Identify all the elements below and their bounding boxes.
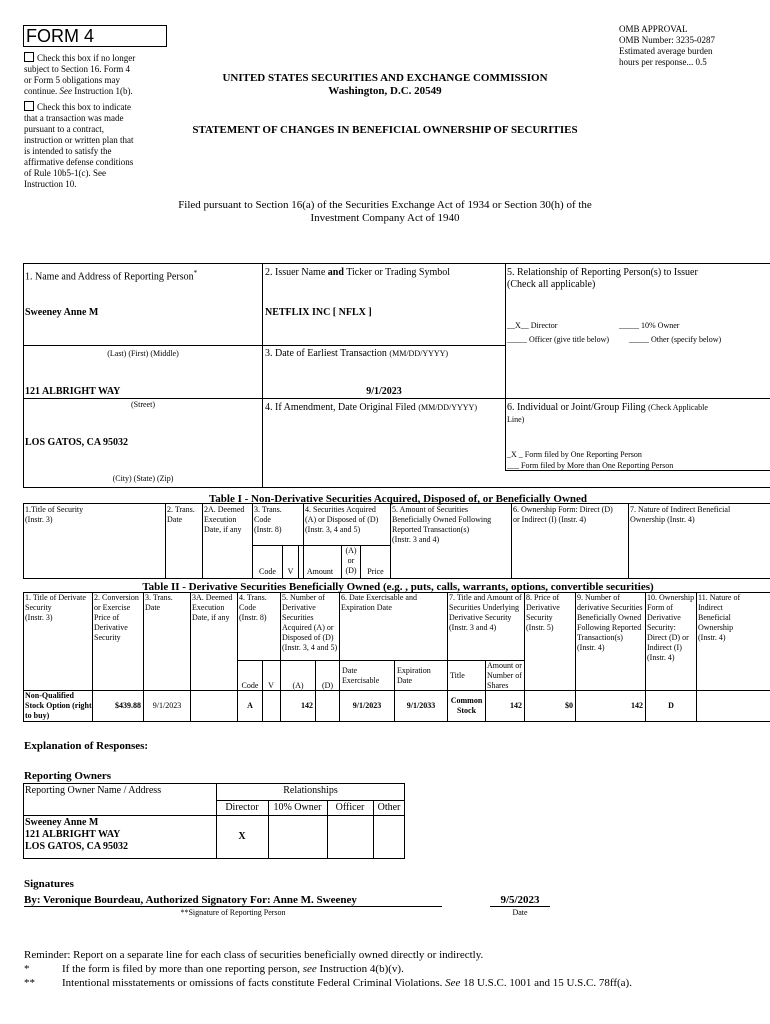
reporting-owners-heading: Reporting Owners xyxy=(24,770,112,782)
underlying-title: Common Stock xyxy=(450,696,483,715)
t1-sub-v: V xyxy=(287,567,294,576)
issuer-name: NETFLIX INC [ NFLX ] xyxy=(265,307,372,318)
table1-title: Table I - Non-Derivative Securities Acquired, Disposed of, or Beneficially Owned xyxy=(208,493,588,505)
filing-option-multiple: ___ Form filed by More than One Reporting Person xyxy=(507,461,674,470)
box1-label: 1. Name and Address of Reporting Person* xyxy=(25,269,198,283)
owners-col-other: Other xyxy=(377,802,401,813)
transaction-code: A xyxy=(247,701,253,710)
agency-name: UNITED STATES SECURITIES AND EXCHANGE COMMISSION Washington, D.C. 20549 xyxy=(222,72,548,97)
table-row: Non-Qualified Stock Option (right to buy) xyxy=(25,691,92,720)
t2-col9: 9. Number of derivative Securities Beneficially Owned Following Reported Transaction(s) (Instr. 4) xyxy=(577,593,643,652)
checkbox-10b5-1: Check this box to indicate that a transaction was made pursuant to a contract, instruction or written plan that is intended to satisfy the affirmative defense conditions of Rule 10b5-1(c). See Instruction 10. xyxy=(24,102,134,189)
box4-label: 4. If Amendment, Date Original Filed (MM/DD/YYYY) xyxy=(265,402,477,413)
statement-title: STATEMENT OF CHANGES IN BENEFICIAL OWNERSHIP OF SECURITIES xyxy=(192,124,578,136)
t2-col11: 11. Nature of Indirect Beneficial Ownership (Instr. 4) xyxy=(698,593,741,642)
filed-pursuant: Filed pursuant to Section 16(a) of the Securities Exchange Act of 1934 or Section 30(h) of the Investment Company Act of 1940 xyxy=(178,199,592,224)
owners-col-director: Director xyxy=(225,802,259,813)
t2-col5: 5. Number of Derivative Securities Acquired (A) or Disposed of (D) (Instr. 3, 4 and 5) xyxy=(282,593,338,652)
street-caption: (Street) xyxy=(131,400,155,409)
owner-director-mark: X xyxy=(238,831,246,842)
box6-label: 6. Individual or Joint/Group Filing (Check Applicable Line) xyxy=(507,402,708,424)
transaction-date: 9/1/2023 xyxy=(152,701,182,710)
t1-col1: 1.Title of Security (Instr. 3) xyxy=(25,505,84,524)
owners-col-officer: Officer xyxy=(335,802,365,813)
t2-col10: 10. Ownership Form of Derivative Security: Direct (D) or Indirect (I) (Instr. 4) xyxy=(647,593,695,662)
checkbox-section16: Check this box if no longer subject to Section 16. Form 4 or Form 5 obligations may continue. See Instruction 1(b). xyxy=(24,53,136,96)
t2-col3: 3. Trans. Date xyxy=(145,593,173,612)
t2-sub-code: Code xyxy=(241,681,259,690)
ownership-form: D xyxy=(668,701,674,710)
t2-col3a: 3A. Deemed Execution Date, if any xyxy=(192,593,233,622)
earliest-transaction-date: 9/1/2023 xyxy=(366,386,402,397)
t2-col2: 2. Conversion or Exercise Price of Derivative Security xyxy=(94,593,139,642)
t2-sub-d: (D) xyxy=(321,681,334,690)
relationship-director: __X__ Director xyxy=(507,321,558,330)
omb-approval: OMB APPROVAL OMB Number: 3235-0287 Estimated average burden hours per response... 0.5 xyxy=(619,24,715,67)
t2-col4: 4. Trans. Code (Instr. 8) xyxy=(239,593,267,622)
relationship-ten-pct: _____ 10% Owner xyxy=(619,321,680,330)
t2-sub-expiration: Expiration Date xyxy=(397,666,431,685)
relationship-officer: _____ Officer (give title below) xyxy=(507,335,610,344)
expiration-date: 9/1/2033 xyxy=(406,701,436,710)
signature-caption: **Signature of Reporting Person xyxy=(180,908,286,917)
t1-col2a: 2A. Deemed Execution Date, if any xyxy=(204,505,245,534)
footnote-double-star: ** xyxy=(24,977,35,989)
reporting-person-name: Sweeney Anne M xyxy=(25,307,99,318)
t2-sub-v: V xyxy=(268,681,274,690)
t1-sub-ad: (A) or (D) xyxy=(345,546,357,575)
t1-col3: 3. Trans. Code (Instr. 8) xyxy=(254,505,282,534)
table2-title: Table II - Derivative Securities Beneficially Owned (e.g. , puts, calls, warrants, options, convertible securities) xyxy=(142,581,654,593)
reporting-info-grid xyxy=(23,263,770,488)
explanation-heading: Explanation of Responses: xyxy=(24,740,149,752)
city-caption: (City) (State) (Zip) xyxy=(112,474,174,483)
t1-sub-amount: Amount xyxy=(306,567,334,576)
section16-checkbox[interactable] xyxy=(24,52,34,62)
footnote-star: * xyxy=(24,963,30,975)
owners-col-relationships: Relationships xyxy=(283,785,338,796)
t1-col5: 5. Amount of Securities Beneficially Owned Following Reported Transaction(s) (Instr. 3 and 4) xyxy=(392,505,492,544)
t2-sub-exercisable: Date Exercisable xyxy=(342,666,380,685)
rule-10b5-checkbox[interactable] xyxy=(24,101,34,111)
t1-sub-price: Price xyxy=(367,567,384,576)
conversion-price: $439.88 xyxy=(115,701,141,710)
filing-option-one: _X _ Form filed by One Reporting Person xyxy=(507,450,642,459)
t2-sub-title: Title xyxy=(450,671,465,680)
t1-sub-code: Code xyxy=(259,567,276,576)
date-exercisable: 9/1/2023 xyxy=(352,701,382,710)
t2-sub-amount: Amount or Number of Shares xyxy=(487,661,522,690)
owned-following: 142 xyxy=(631,701,643,710)
signature-date: 9/5/2023 xyxy=(500,894,540,906)
acquired-amount: 142 xyxy=(301,701,313,710)
owners-col-ten: 10% Owner xyxy=(273,802,322,813)
signature-by: By: Veronique Bourdeau, Authorized Signatory For: Anne M. Sweeney xyxy=(24,894,357,906)
form-title: FORM 4 xyxy=(26,26,95,46)
date-caption: Date xyxy=(512,908,528,917)
t1-col2: 2. Trans. Date xyxy=(167,505,195,524)
box3-label: 3. Date of Earliest Transaction (MM/DD/YYYY) xyxy=(265,348,449,359)
footnote-1: If the form is filed by more than one reporting person, see Instruction 4(b)(v). xyxy=(62,963,404,975)
city-state-zip: LOS GATOS, CA 95032 xyxy=(25,437,128,448)
underlying-amount: 142 xyxy=(510,701,522,710)
relationship-other: _____ Other (specify below) xyxy=(629,335,722,344)
name-caption: (Last) (First) (Middle) xyxy=(107,349,179,358)
t2-col7: 7. Title and Amount of Securities Underlying Derivative Security (Instr. 3 and 4) xyxy=(449,593,522,632)
t1-col6: 6. Ownership Form: Direct (D) or Indirect (I) (Instr. 4) xyxy=(513,505,613,524)
reminder: Reminder: Report on a separate line for each class of securities beneficially owned directly or indirectly. xyxy=(24,949,484,961)
t2-col8: 8. Price of Derivative Security (Instr. 5) xyxy=(526,593,560,632)
t2-col1: 1. Title of Derivate Security (Instr. 3) xyxy=(25,593,86,622)
t2-sub-a: (A) xyxy=(292,681,304,690)
signatures-heading: Signatures xyxy=(24,878,74,890)
footnote-2: Intentional misstatements or omissions of facts constitute Federal Criminal Violations. See 18 U.S.C. 1001 and 15 U.S.C. 78ff(a). xyxy=(62,977,632,989)
owner-name-address: Sweeney Anne M 121 ALBRIGHT WAY LOS GATOS, CA 95032 xyxy=(25,817,128,852)
box5-label: 5. Relationship of Reporting Person(s) to Issuer (Check all applicable) xyxy=(507,267,698,290)
t1-col7: 7. Nature of Indirect Beneficial Ownership (Instr. 4) xyxy=(630,505,731,524)
t2-col6: 6. Date Exercisable and Expiration Date xyxy=(341,593,417,612)
box2-label: 2. Issuer Name and Ticker or Trading Symbol xyxy=(265,267,451,278)
owners-col-name: Reporting Owner Name / Address xyxy=(25,785,162,796)
street-address: 121 ALBRIGHT WAY xyxy=(25,386,121,397)
t1-col4: 4. Securities Acquired (A) or Disposed of (D) (Instr. 3, 4 and 5) xyxy=(305,505,379,534)
derivative-price: $0 xyxy=(565,701,573,710)
